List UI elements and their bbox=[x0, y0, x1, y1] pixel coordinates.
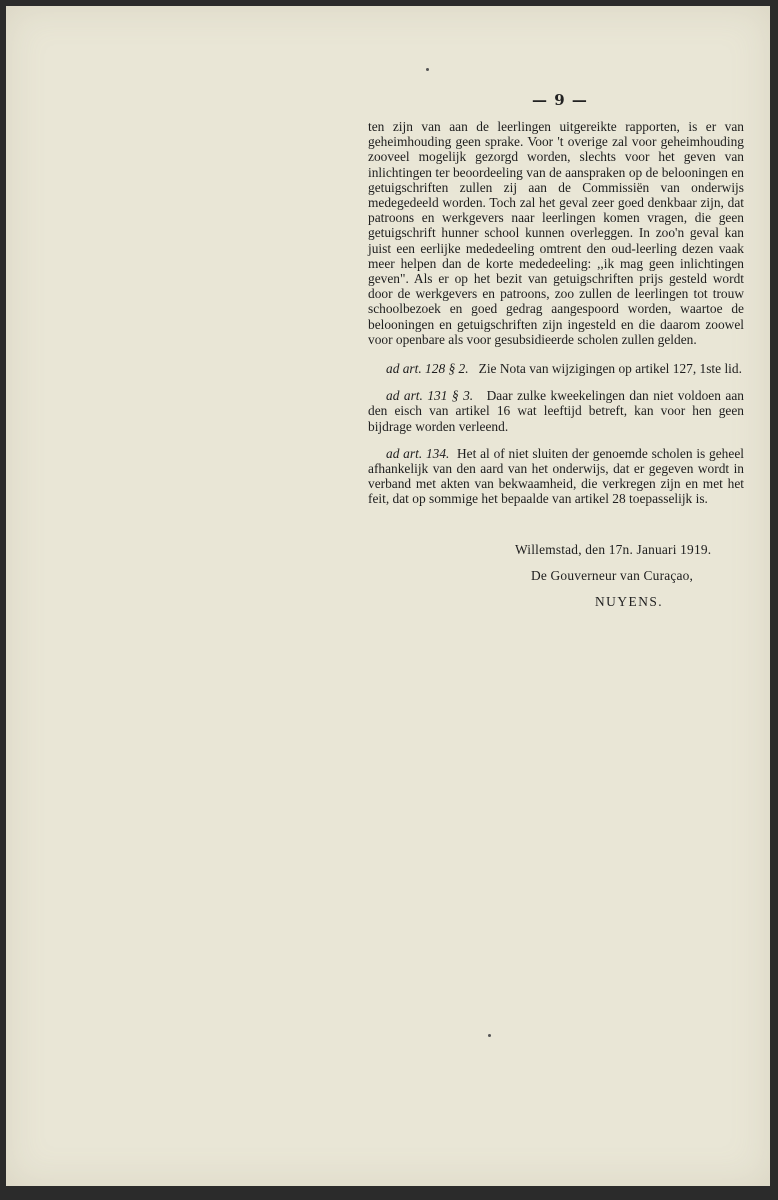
paragraph-art-128 bbox=[368, 361, 744, 376]
paragraph-art-134 bbox=[368, 446, 744, 507]
article-reference-134: ad art. 134. bbox=[386, 445, 450, 461]
paper-speck bbox=[488, 1034, 491, 1037]
document-body bbox=[368, 119, 744, 519]
document-page bbox=[6, 6, 770, 1186]
article-reference-128: ad art. 128 § 2. bbox=[386, 361, 469, 377]
paragraph-art-134-text: Het al of niet sluiten der genoemde scholen is geheel afhankelijk van den aard van het onderwijs, dat er gegeven wordt in verband met akten van bekwaamheid, die verkregen zijn en met het feit, dat op sommige het bepaalde van artikel 28 toepasselijk is. bbox=[368, 445, 744, 507]
paragraph-art-131 bbox=[368, 388, 744, 434]
article-reference-131: ad art. 131 § 3. bbox=[386, 388, 474, 404]
signature-name: NUYENS. bbox=[595, 594, 664, 609]
governor-title: De Gouverneur van Curaçao, bbox=[531, 568, 694, 583]
paragraph-art-131-text: Daar zulke kweekelingen dan niet voldoen aan den eisch van artikel 16 wat leeftijd betreft, kan voor hen geen bijdrage worden verleend. bbox=[368, 388, 744, 434]
paragraph-rapporten: ten zijn van aan de leerlingen uitgereikte rapporten, is er van geheimhouding geen sprake. Voor 't overige zal voor geheimhouding zooveel mogelijk gezorgd worden, slechts voor het geven van inlichtingen ter beoordeeling van de aanspraken op de belooningen en getuigschriften zullen zij aan de Commissiën van onderwijs medegedeeld worden. Toch zal het geval zeer goed denkbaar zijn, dat patroons en werkgevers naar leerlingen komen vragen, die geen getuigschrift hunner school kunnen overleggen. In zoo'n geval kan juist een eerlijke mededeeling omtrent den oud-leerling dezen vaak meer helpen dan de korte mededeeling: ,,ik mag geen inlichtingen geven". Als er op het bezit van getuigschriften prijs gesteld wordt door de werkgevers en patroons, zoo zullen de leerlingen tot trouw schoolbezoek en goed gedrag aangespoord worden, waartoe de belooningen en getuigschriften zijn ingesteld en die daarom zoowel voor openbare als voor gesubsidieerde scholen zullen gelden. bbox=[368, 119, 744, 347]
paper-speck bbox=[426, 68, 429, 71]
paragraph-art-128-text: Zie Nota van wijzigingen op artikel 127, 1ste lid. bbox=[478, 361, 742, 377]
place-and-date: Willemstad, den 17n. Januari 1919. bbox=[515, 542, 712, 557]
page-number: — 9 — bbox=[532, 91, 588, 109]
